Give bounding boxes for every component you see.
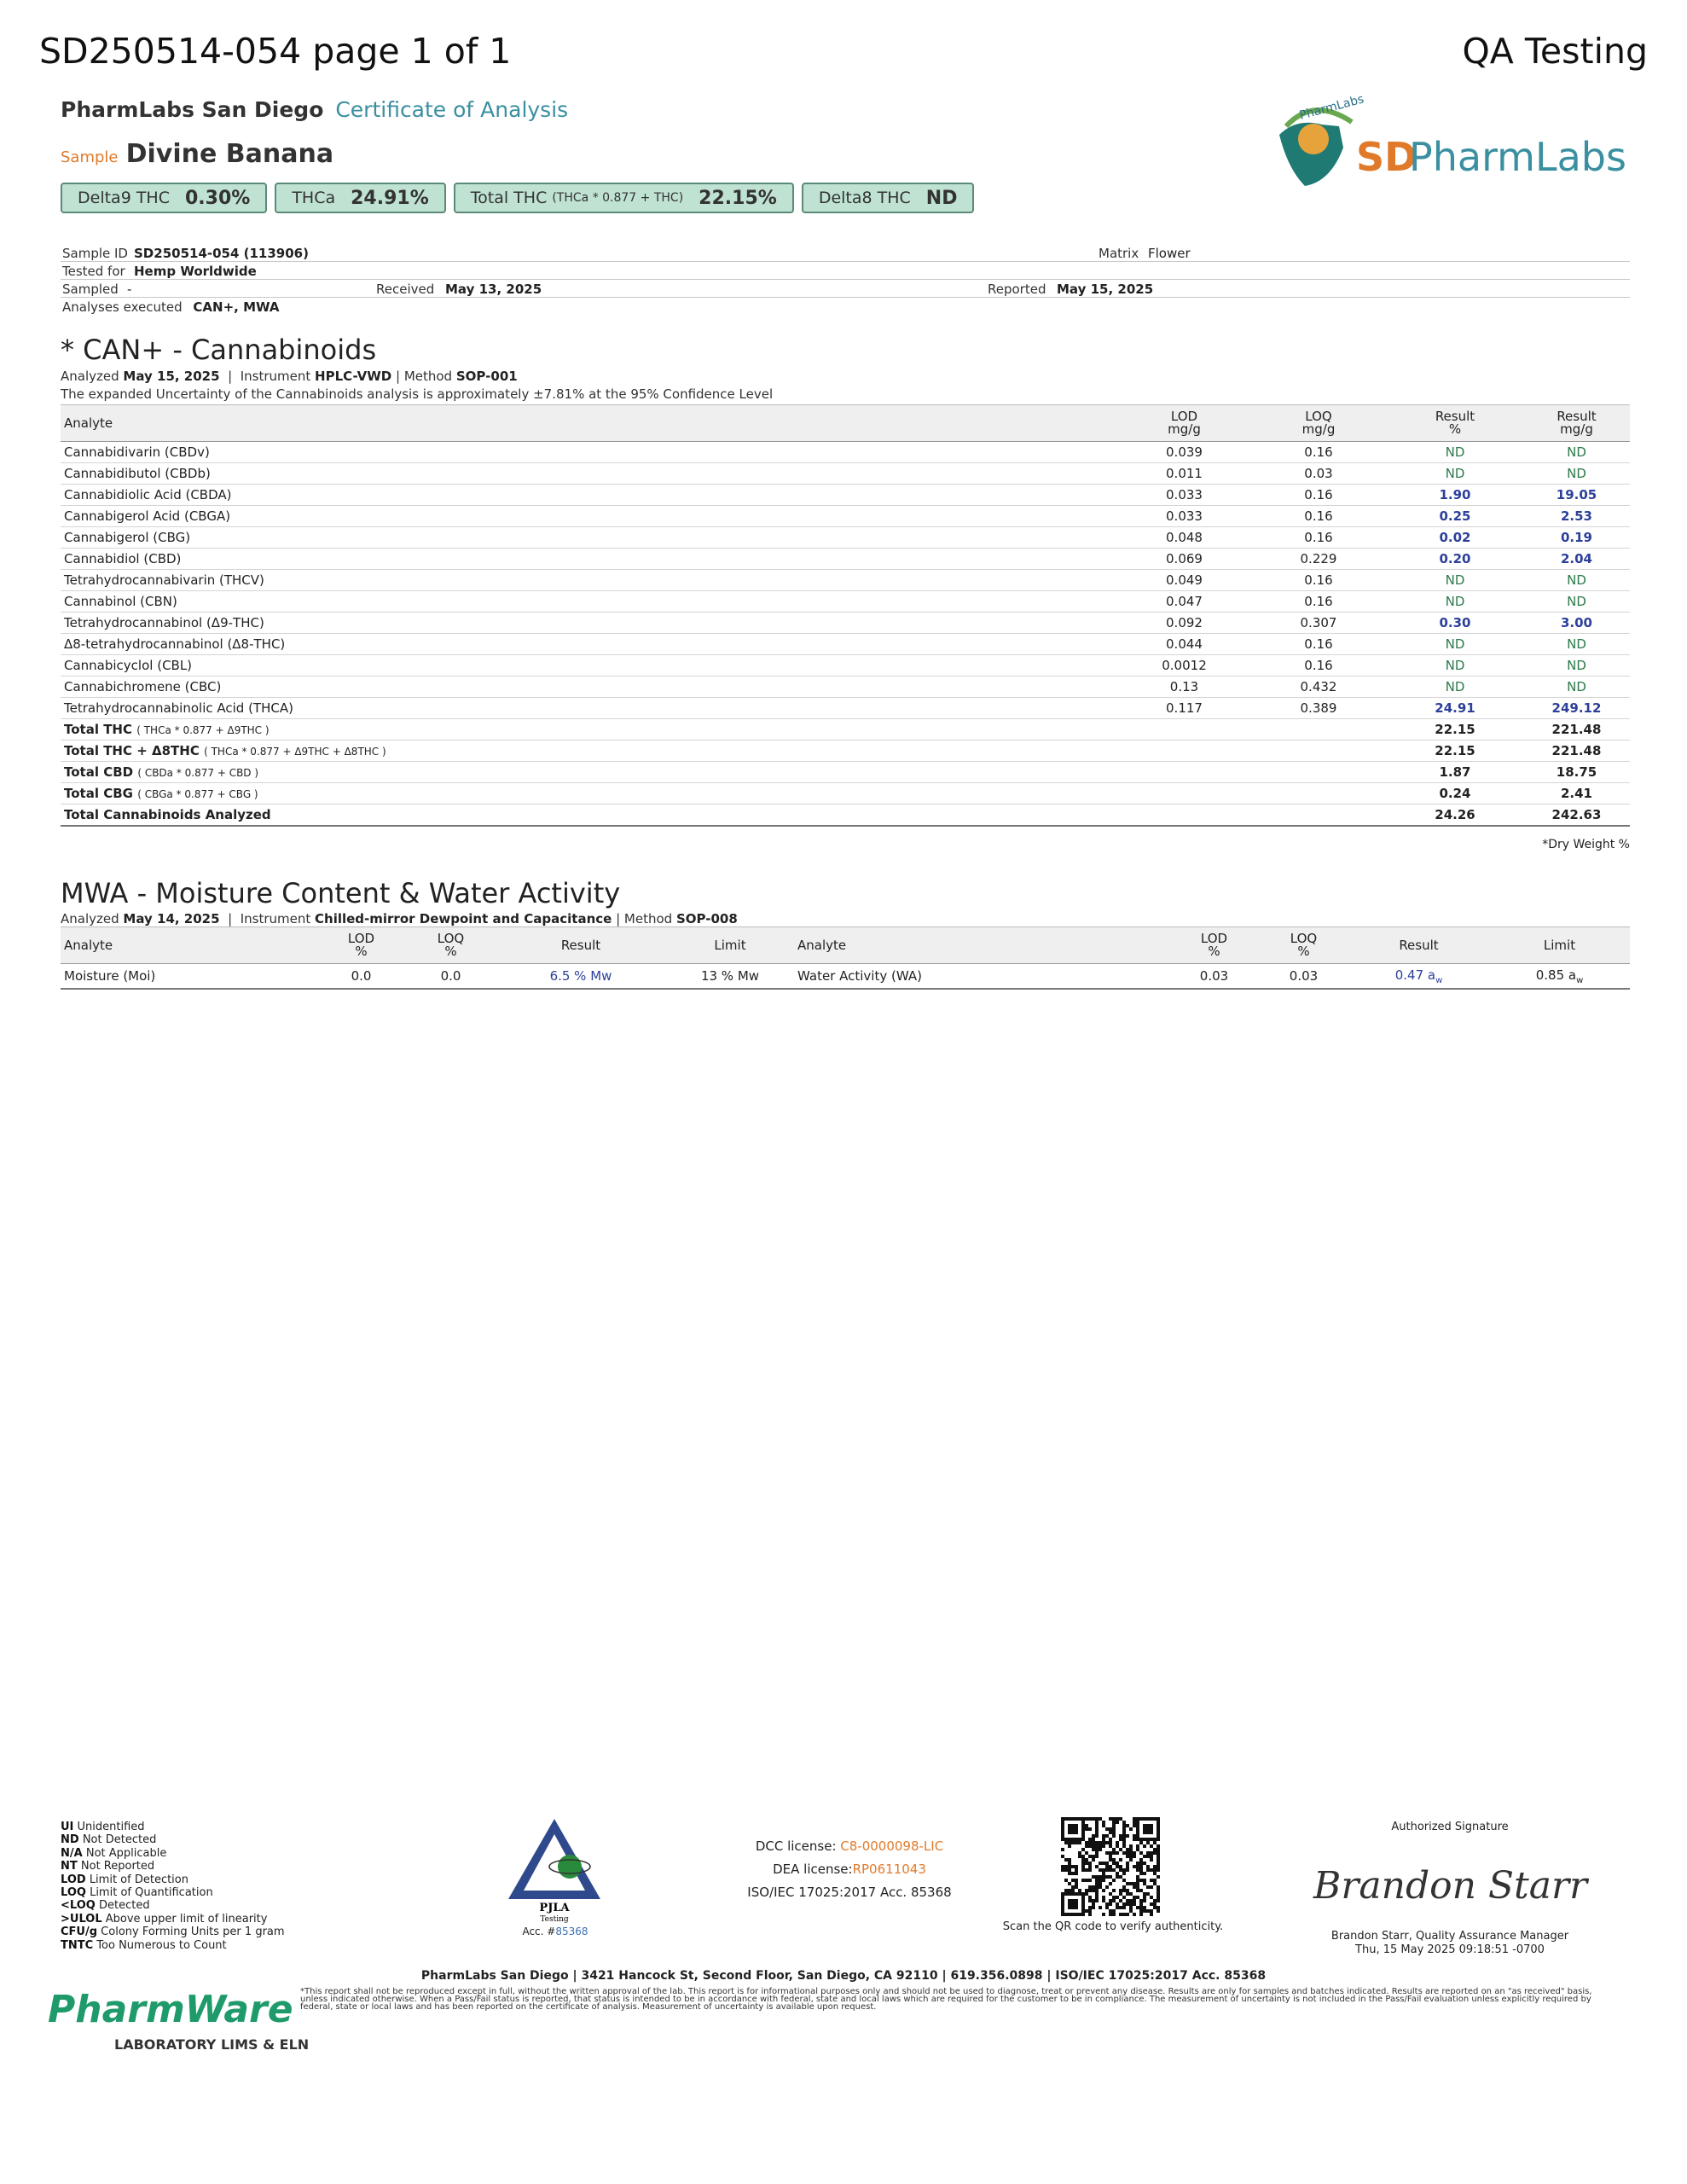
loq: 0.03 xyxy=(1259,964,1348,990)
instrument: Chilled-mirror Dewpoint and Capacitance xyxy=(315,911,612,926)
result-pct: 0.30 xyxy=(1387,613,1523,634)
meta-label: Sample ID xyxy=(62,246,128,261)
loq: 0.03 xyxy=(1250,463,1387,485)
legend-value: Not Reported xyxy=(80,1860,155,1873)
col-result: Result xyxy=(496,927,666,964)
result-pct: ND xyxy=(1387,634,1523,655)
lod: 0.044 xyxy=(1118,634,1250,655)
legend-value: Colony Forming Units per 1 gram xyxy=(101,1926,285,1939)
loq xyxy=(1250,762,1387,783)
pill-value: 22.15% xyxy=(699,187,777,209)
total-name xyxy=(61,804,1118,827)
analyte-name: Cannabichromene (CBC) xyxy=(61,677,1118,698)
total-label: Total THC + Δ8THC xyxy=(64,743,200,758)
result-pct: ND xyxy=(1387,655,1523,677)
total-label: Total CBD xyxy=(64,764,134,780)
table-row xyxy=(61,527,1630,549)
lod: 0.033 xyxy=(1118,506,1250,527)
result-mg: ND xyxy=(1523,570,1630,591)
col-lod: LOD % xyxy=(1169,927,1259,964)
legend-key: UI xyxy=(61,1821,74,1833)
total-formula: ( CBGa * 0.877 + CBG ) xyxy=(137,788,258,800)
loq: 0.389 xyxy=(1250,698,1387,719)
pharmware-logo xyxy=(48,1981,310,2058)
lod: 0.047 xyxy=(1118,591,1250,613)
analyte-name: Cannabigerol Acid (CBGA) xyxy=(61,506,1118,527)
result-pct: ND xyxy=(1387,591,1523,613)
meta-row-dates xyxy=(61,280,1630,298)
meta-label: Sampled xyxy=(62,282,119,297)
dry-weight-note: *Dry Weight % xyxy=(1542,838,1630,851)
result-mg: ND xyxy=(1523,655,1630,677)
result-mg: ND xyxy=(1523,677,1630,698)
lod: 0.039 xyxy=(1118,442,1250,463)
col-limit: Limit xyxy=(666,927,794,964)
table-row xyxy=(61,506,1630,527)
result-pct: 0.20 xyxy=(1387,549,1523,570)
result-pct: 0.02 xyxy=(1387,527,1523,549)
result-pct: 24.26 xyxy=(1387,804,1523,827)
total-row xyxy=(61,762,1630,783)
result-mg: 19.05 xyxy=(1523,485,1630,506)
meta-label: Tested for xyxy=(62,264,125,279)
lod: 0.069 xyxy=(1118,549,1250,570)
result-mg: 242.63 xyxy=(1523,804,1630,827)
loq: 0.16 xyxy=(1250,485,1387,506)
can-section-title: * CAN+ - Cannabinoids xyxy=(61,334,377,366)
table-row xyxy=(61,655,1630,677)
lod: 0.092 xyxy=(1118,613,1250,634)
legend-key: >ULOL xyxy=(61,1912,102,1926)
result-pct: ND xyxy=(1387,570,1523,591)
logo-sd: SD xyxy=(1356,134,1417,180)
result-mg: 2.41 xyxy=(1523,783,1630,804)
qr-code-icon[interactable] xyxy=(1061,1817,1160,1916)
total-row xyxy=(61,804,1630,827)
legend-key: TNTC xyxy=(61,1938,94,1952)
legend-value: Too Numerous to Count xyxy=(96,1938,227,1952)
loq: 0.16 xyxy=(1250,442,1387,463)
lod xyxy=(1118,741,1250,762)
pill-delta9-thc xyxy=(61,183,267,213)
pjla-name: PJLA xyxy=(539,1902,570,1914)
result-mg: ND xyxy=(1523,591,1630,613)
label: Instrument xyxy=(240,911,311,926)
lod xyxy=(1118,783,1250,804)
meta-row-id xyxy=(61,244,1630,262)
analyte-name: Tetrahydrocannabivarin (THCV) xyxy=(61,570,1118,591)
legend-value: Above upper limit of linearity xyxy=(105,1912,268,1926)
pill-delta8-thc xyxy=(802,183,975,213)
legend-value: Limit of Quantification xyxy=(90,1886,213,1900)
lab-line xyxy=(61,97,568,122)
total-label: Total Cannabinoids Analyzed xyxy=(64,807,271,822)
pjla-sub: Testing xyxy=(540,1915,569,1924)
legend-key: NT xyxy=(61,1860,78,1873)
pill-value: 0.30% xyxy=(184,187,251,209)
sample-metadata xyxy=(61,244,1630,321)
meta-label: Matrix xyxy=(1099,246,1139,261)
loq: 0.16 xyxy=(1250,591,1387,613)
total-label: Total CBG xyxy=(64,786,133,801)
analyzed-date: May 15, 2025 xyxy=(123,369,220,384)
col-analyte: Analyte xyxy=(794,927,1169,964)
col-result-pct: Result % xyxy=(1387,405,1523,442)
legend-key: N/A xyxy=(61,1846,83,1860)
lod xyxy=(1118,762,1250,783)
loq xyxy=(1250,804,1387,827)
loq: 0.432 xyxy=(1250,677,1387,698)
result-pct: 22.15 xyxy=(1387,741,1523,762)
loq: 0.16 xyxy=(1250,634,1387,655)
loq: 0.16 xyxy=(1250,655,1387,677)
total-name xyxy=(61,783,1118,804)
analyte-name: Water Activity (WA) xyxy=(794,964,1169,990)
result-mg: 221.48 xyxy=(1523,741,1630,762)
limit: 13 % Mw xyxy=(666,964,794,990)
legend-item xyxy=(61,1939,285,1952)
table-row xyxy=(61,964,1630,990)
total-label: Total THC xyxy=(64,722,132,737)
total-name xyxy=(61,762,1118,783)
summary-pills xyxy=(61,183,974,213)
pill-value: ND xyxy=(925,187,958,209)
instrument: HPLC-VWD xyxy=(315,369,392,384)
signed-date: Thu, 15 May 2025 09:18:51 -0700 xyxy=(1355,1943,1545,1956)
table-row xyxy=(61,570,1630,591)
sampled: - xyxy=(127,282,132,297)
label: | Method xyxy=(616,911,673,926)
table-row xyxy=(61,677,1630,698)
result-mg: 249.12 xyxy=(1523,698,1630,719)
result-pct: ND xyxy=(1387,442,1523,463)
col-loq: LOQ mg/g xyxy=(1250,405,1387,442)
legend-item xyxy=(61,1926,285,1938)
col-lod: LOD mg/g xyxy=(1118,405,1250,442)
legend-item xyxy=(61,1913,285,1926)
analyte-name: Cannabigerol (CBG) xyxy=(61,527,1118,549)
col-result: Result xyxy=(1348,927,1489,964)
legend-item xyxy=(61,1833,285,1846)
result-pct: 0.24 xyxy=(1387,783,1523,804)
lod: 0.03 xyxy=(1169,964,1259,990)
col-result-mg: Result mg/g xyxy=(1523,405,1630,442)
col-loq: LOQ % xyxy=(1259,927,1348,964)
table-row xyxy=(61,549,1630,570)
meta-row-analyses xyxy=(62,299,279,315)
licenses xyxy=(722,1835,977,1904)
dea-license: DEA license:RP0611043 xyxy=(773,1862,926,1877)
analyte-name: Δ8-tetrahydrocannabinol (Δ8-THC) xyxy=(61,634,1118,655)
table-header xyxy=(61,927,1630,964)
col-analyte: Analyte xyxy=(61,927,316,964)
received-date: May 13, 2025 xyxy=(445,282,542,297)
logo-arc-text: PharmLabs xyxy=(1297,92,1366,123)
signer-name: Brandon Starr, Quality Assurance Manager xyxy=(1330,1930,1569,1943)
pjla-accreditation-badge xyxy=(503,1817,606,1937)
total-row xyxy=(61,741,1630,762)
analyte-name: Cannabidiolic Acid (CBDA) xyxy=(61,485,1118,506)
legend-item xyxy=(61,1886,285,1899)
dcc-license: DCC license: C8-0000098-LIC xyxy=(755,1838,944,1854)
pharmware-brand: PharmWare xyxy=(48,1988,293,2031)
method: SOP-001 xyxy=(455,369,518,384)
pill-formula: (THCa * 0.877 + THC) xyxy=(552,191,684,205)
analyte-name: Cannabidivarin (CBDv) xyxy=(61,442,1118,463)
meta-label: Received xyxy=(376,282,435,297)
result-pct: 1.87 xyxy=(1387,762,1523,783)
tested-for: Hemp Worldwide xyxy=(134,264,257,279)
analyte-name: Cannabicyclol (CBL) xyxy=(61,655,1118,677)
limit: 0.85 $a_w$ xyxy=(1489,964,1630,990)
label: Instrument xyxy=(240,369,311,384)
result-pct: ND xyxy=(1387,677,1523,698)
logo-pharmlabs: PharmLabs xyxy=(1409,134,1626,180)
analyte-name: Moisture (Moi) xyxy=(61,964,316,990)
loq xyxy=(1250,783,1387,804)
col-analyte: Analyte xyxy=(61,405,1118,442)
pill-thca xyxy=(275,183,445,213)
pill-label: Delta9 THC xyxy=(78,189,170,207)
result-pct: ND xyxy=(1387,463,1523,485)
can-analysis-info: Analyzed May 15, 2025 | Instrument HPLC-VWD | Method SOP-001 xyxy=(61,369,518,384)
col-lod: LOD % xyxy=(316,927,406,964)
mwa-section-title: MWA - Moisture Content & Water Activity xyxy=(61,877,621,909)
analyte-name: Cannabidibutol (CBDb) xyxy=(61,463,1118,485)
result-mg: ND xyxy=(1523,634,1630,655)
total-formula: ( THCa * 0.877 + Δ9THC + Δ8THC ) xyxy=(204,746,386,758)
total-row xyxy=(61,719,1630,741)
qr-caption: Scan the QR code to verify authenticity. xyxy=(1002,1920,1224,1933)
pjla-acc: Acc. #85368 xyxy=(522,1926,588,1937)
pill-value: 24.91% xyxy=(351,187,429,209)
result: 0.47 $a_w$ xyxy=(1348,964,1489,990)
legend-key: <LOQ xyxy=(61,1899,96,1913)
reported-date: May 15, 2025 xyxy=(1057,282,1154,297)
lod: 0.0 xyxy=(316,964,406,990)
legend-value: Unidentified xyxy=(77,1821,145,1833)
report-type-header: QA Testing xyxy=(1462,31,1648,72)
iso-accreditation: ISO/IEC 17025:2017 Acc. 85368 xyxy=(747,1885,952,1900)
lod: 0.033 xyxy=(1118,485,1250,506)
lab-name: PharmLabs San Diego xyxy=(61,97,324,122)
legend-value: Not Applicable xyxy=(85,1846,167,1860)
col-limit: Limit xyxy=(1489,927,1630,964)
result-mg: 2.04 xyxy=(1523,549,1630,570)
lod: 0.049 xyxy=(1118,570,1250,591)
legend-key: CFU/g xyxy=(61,1926,98,1939)
lod: 0.13 xyxy=(1118,677,1250,698)
result-mg: 0.19 xyxy=(1523,527,1630,549)
loq: 0.16 xyxy=(1250,506,1387,527)
result-mg: 3.00 xyxy=(1523,613,1630,634)
sample-label: Sample xyxy=(61,148,119,166)
lod xyxy=(1118,804,1250,827)
sdpharmlabs-logo xyxy=(1271,92,1629,195)
loq: 0.0 xyxy=(406,964,496,990)
signature-image xyxy=(1305,1851,1595,1920)
signature-label: Authorized Signature xyxy=(1391,1821,1509,1833)
analyzed-date: May 14, 2025 xyxy=(123,911,220,926)
label: Analyzed xyxy=(61,911,119,926)
abbreviation-legend xyxy=(61,1821,285,1952)
matrix: Flower xyxy=(1148,246,1191,261)
label: | Method xyxy=(396,369,453,384)
footer-disclaimer: *This report shall not be reproduced except in full, without the written approval of the lab. This report is for informational purposes only and should not be used to diagnose, treat or prevent any disease. Results are only for samples and batches indicated. Results are reported on an "as received" basis, unless indicated otherwise. When a Pass/Fail status is reported, that status is intended to be in accordance with federal, state and local laws which are required for the customer to be in compliance. The measurement of uncertainty is not included in the Pass/Fail evaluation unless explicitly required by federal, state or local laws and has been reported on the certificate of analysis. Measurement of uncertainty is available upon request. xyxy=(300,1987,1592,2012)
pharmware-tag: LABORATORY LIMS & ELN xyxy=(114,2036,310,2053)
pill-label: THCa xyxy=(292,189,336,207)
total-name xyxy=(61,741,1118,762)
analyte-name: Cannabinol (CBN) xyxy=(61,591,1118,613)
analyses: CAN+, MWA xyxy=(193,299,280,315)
meta-label: Analyses executed xyxy=(62,299,183,315)
loq: 0.307 xyxy=(1250,613,1387,634)
loq: 0.229 xyxy=(1250,549,1387,570)
meta-label: Reported xyxy=(988,282,1046,297)
table-row xyxy=(61,591,1630,613)
legend-value: Not Detected xyxy=(82,1833,157,1847)
analyte-name: Tetrahydrocannabinolic Acid (THCA) xyxy=(61,698,1118,719)
loq xyxy=(1250,719,1387,741)
result-mg: 18.75 xyxy=(1523,762,1630,783)
loq: 0.16 xyxy=(1250,570,1387,591)
legend-value: Limit of Detection xyxy=(89,1873,188,1886)
result-mg: ND xyxy=(1523,463,1630,485)
lod: 0.117 xyxy=(1118,698,1250,719)
total-formula: ( THCa * 0.877 + Δ9THC ) xyxy=(136,724,270,736)
report-id-header: SD250514-054 page 1 of 1 xyxy=(39,31,512,72)
lod: 0.0012 xyxy=(1118,655,1250,677)
table-row xyxy=(61,698,1630,719)
table-row xyxy=(61,485,1630,506)
meta-row-tested xyxy=(61,262,1630,280)
pill-label: Total THC xyxy=(470,189,548,207)
document-title: Certificate of Analysis xyxy=(335,97,569,122)
analyte-name: Tetrahydrocannabinol (Δ9-THC) xyxy=(61,613,1118,634)
table-row xyxy=(61,613,1630,634)
label: Analyzed xyxy=(61,369,119,384)
legend-item xyxy=(61,1847,285,1860)
pill-total-thc xyxy=(454,183,794,213)
loq: 0.16 xyxy=(1250,527,1387,549)
result-mg: 2.53 xyxy=(1523,506,1630,527)
lod: 0.011 xyxy=(1118,463,1250,485)
uncertainty-note: The expanded Uncertainty of the Cannabinoids analysis is approximately ±7.81% at the 95% Confidence Level xyxy=(61,386,774,402)
result-pct: 0.25 xyxy=(1387,506,1523,527)
method: SOP-008 xyxy=(675,911,738,926)
total-name xyxy=(61,719,1118,741)
result-mg: ND xyxy=(1523,442,1630,463)
table-row xyxy=(61,634,1630,655)
col-loq: LOQ % xyxy=(406,927,496,964)
signer-info xyxy=(1296,1930,1603,1957)
total-formula: ( CBDa * 0.877 + CBD ) xyxy=(137,767,259,779)
result-pct: 24.91 xyxy=(1387,698,1523,719)
legend-key: LOD xyxy=(61,1873,86,1886)
mwa-analysis-info: Analyzed May 14, 2025 | Instrument Chilled-mirror Dewpoint and Capacitance | Method SOP-008 xyxy=(61,911,738,926)
sample-name: Divine Banana xyxy=(125,139,334,169)
result: 6.5 % Mw xyxy=(496,964,666,990)
result-pct: 1.90 xyxy=(1387,485,1523,506)
loq xyxy=(1250,741,1387,762)
legend-item xyxy=(61,1899,285,1912)
legend-value: Detected xyxy=(98,1899,150,1913)
footer-address: PharmLabs San Diego | 3421 Hancock St, Second Floor, San Diego, CA 92110 | 619.356.0898 | ISO/IEC 17025:2017 Acc. 85368 xyxy=(420,1969,1267,1983)
pill-label: Delta8 THC xyxy=(818,189,911,207)
lod: 0.048 xyxy=(1118,527,1250,549)
sample-line xyxy=(61,139,333,169)
mwa-table xyxy=(61,926,1630,990)
signature-script: Brandon Starr xyxy=(1313,1864,1588,1908)
cannabinoids-table xyxy=(61,404,1630,827)
table-row xyxy=(61,463,1630,485)
table-row xyxy=(61,442,1630,463)
table-header xyxy=(61,405,1630,442)
sample-id: SD250514-054 (113906) xyxy=(134,246,309,261)
legend-item xyxy=(61,1821,285,1833)
legend-key: ND xyxy=(61,1833,79,1847)
result-pct: 22.15 xyxy=(1387,719,1523,741)
legend-item xyxy=(61,1873,285,1886)
legend-key: LOQ xyxy=(61,1886,86,1900)
legend-item xyxy=(61,1860,285,1873)
result-mg: 221.48 xyxy=(1523,719,1630,741)
lod xyxy=(1118,719,1250,741)
analyte-name: Cannabidiol (CBD) xyxy=(61,549,1118,570)
total-row xyxy=(61,783,1630,804)
